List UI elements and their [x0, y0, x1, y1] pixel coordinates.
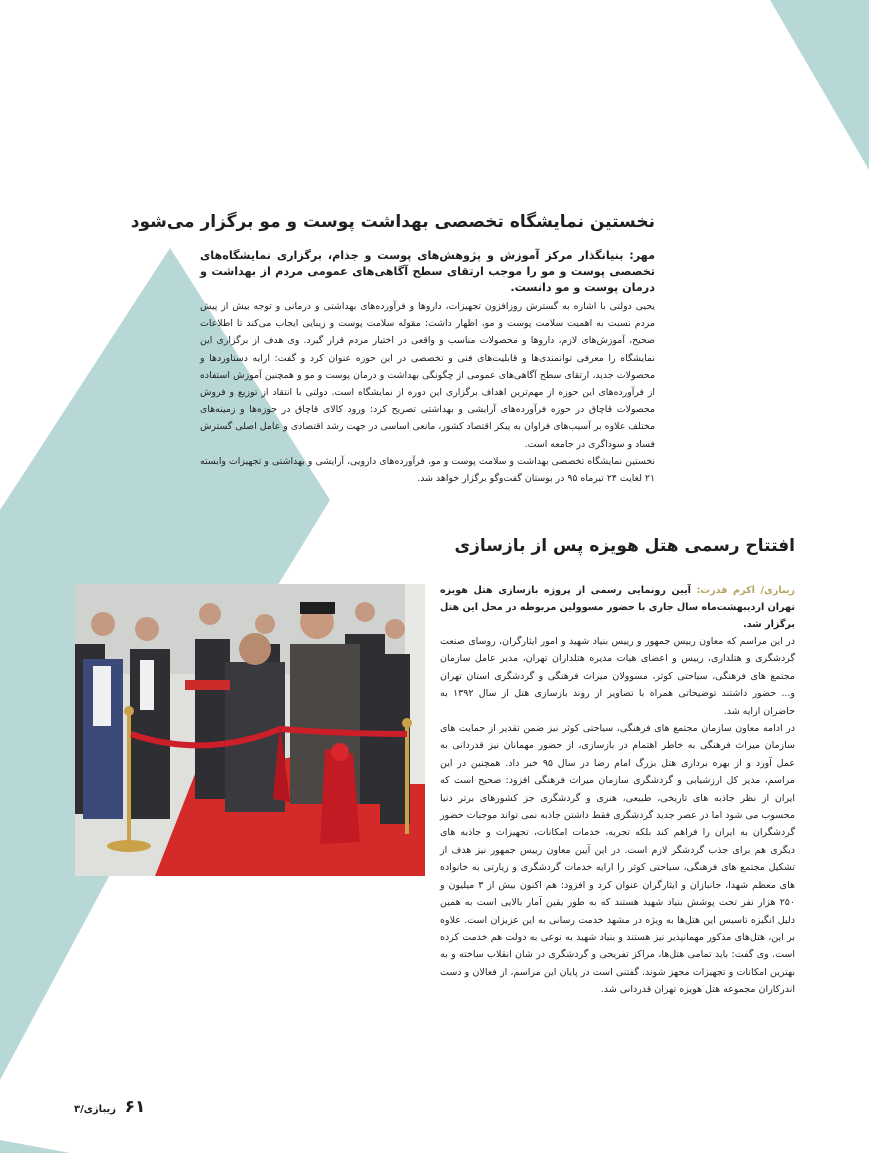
article1-paragraph: یحیی دولتی با اشاره به گسترش روزافزون تجهیزات، داروها و فرآورده‌های بهداشتی و درمانی و توجه بیش از پیش مردم نسبت به اهمیت سلامت پوست و مو، اظهار داشت: مقوله سلامت پوست و زیبایی ایجاب می‌کند تا اطلاعات صحیح، آموزش‌های لازم، داروها و محصولات مناسب و واقعی در اختیار مردم قرار گیرد. وی هدف از برگزاری این نمایشگاه را معرفی توانمندی‌ها و قابلیت‌های فنی و تخصصی در این حوزه عنوان کرد و گفت: ارایه دستاوردها و محصولات جدید، ارتقای سطح آگاهی‌های عمومی از چگونگی بهداشت و درمان پوست و مو و همچنین آموزش استفاده از فرآورده‌های این حوزه از مهم‌ترین اهداف برگزاری این دوره از نمایشگاه است. دولتی با انتقاد از توزیع و فروش محصولات قاچاق در حوزه فرآورده‌های آرایشی و بهداشتی تصریح کرد: ورود کالای قاچاق در حوزه‌ها و زمینه‌های مختلف علاوه بر آسیب‌های فراوان به پیکر اقتصاد کشور، مانعی اساسی در جهت رشد اقتصادی و عامل اصلی گسترش فساد و سوداگری در جامعه است.	[200, 301, 655, 450]
article2-paragraph: در ادامه معاون سازمان مجتمع های فرهنگی، سیاحتی کوثر نیز ضمن تقدیر از حمایت های سازمان میراث فرهنگی به خاطر اهتمام در بازسازی، از حضور مهمانان نیز قدردانی به عمل آورد و از بهره برداری هتل بزرگ امام رضا در سال ۹۵ خبر داد. همچنین در این مراسم، مدیر کل ارزشیابی و گردشگری سازمان میراث فرهنگی افزود: صحیح است که ایران از نظر جاذبه های تاریخی، طبیعی، هنری و گردشگری جز کشورهای برتر دنیا محسوب می شود اما در عصر جدید گردشگری فقط داشتن جاذبه نمی تواند موجبات حضور گردشگران به ایران را فراهم کند بلکه تجربه، خدمات امکانات، تجهیزات و جاذبه های دیگری هم برای جذب گردشگر لازم است. در این آیین معاون رییس جمهور نیز هدف از تشکیل مجتمع های فرهنگی، سیاحتی کوثر را ارایه خدمات گردشگری و زیارتی به خانواده های معظم شهدا، جانبازان و ایثارگران عنوان کرد و افزود: هم اکنون بیش از ۳ میلیون و ۲۵۰ هزار نفر تحت پوشش بنیاد شهید هستند که به طور یقین آمار بالایی است به همین دلیل انگیزه تاسیس این هتل‌ها به ویژه در مشهد خدمت رسانی به این عزیزان است. علاوه بر این، هتل‌های مذکور مهمانپذیر نیز هستند و بنیاد شهید به نوعی به دولت هم خدمت کرده است. وی گفت: باید تمامی هتل‌ها، مراکز تفریحی و گردشگری در شان انقلاب ساخته و به بهترین امکانات و تجهیزات مجهز شوند. گفتنی است در پایان این مراسم، از فعالان و دست اندرکاران مجموعه هتل هویزه تهران قدردانی شد.	[440, 723, 796, 996]
article1-body	[200, 298, 655, 487]
article1-paragraph: نخستین نمایشگاه تخصصی بهداشت و سلامت پوست و مو، فرآورده‌های دارویی، آرایشی و بهداشتی و تجهیزات وابسته ۲۱ لغایت ۲۴ تیرماه ۹۵ در بوستان گفت‌وگو برگزار خواهد شد.	[200, 455, 655, 485]
article-hoveyzeh-hotel	[440, 536, 795, 999]
page-number: ۶۱	[124, 1097, 146, 1117]
article1-lead: مهر: بنیانگذار مرکز آموزش و پژوهش‌های پوست و جذام، برگزاری نمایشگاه‌های تخصصی پوست و مو را موجب ارتقای سطح آگاهی‌های عمومی مردم از بهداشت و درمان پوست و مو دانست.	[200, 249, 655, 294]
ribbon-cutting-photo	[75, 584, 425, 876]
article2-lead-text: آیین رونمایی رسمی از پروژه بازسازی هتل هویزه تهران اردیبهشت‌ماه سال جاری با حضور مسوولین مربوطه در محل این هتل برگزار شد.	[440, 585, 795, 630]
teal-shape-bottom-left	[0, 1140, 70, 1153]
ribbon-cutting-illustration	[75, 584, 425, 876]
article2-title: افتتاح رسمی هتل هویزه پس از بازسازی	[454, 536, 795, 556]
page-footer	[74, 1097, 145, 1117]
article2-author: زیبازی/ اکرم قدرت:	[696, 585, 795, 596]
article2-paragraph: در این مراسم که معاون رییس جمهور و رییس بنیاد شهید و امور ایثارگران، روسای صنعت گردشگری و هتلداری، رییس و اعضای هیات مدیره هتلداران تهران، مدیر عامل سازمان مجتمع های فرهنگی، سیاحتی کوثر، مسوولان میراث فرهنگی و گردشگری استان تهران و... حضور داشتند توضیحاتی همراه با تصاویر از روند بازسازی هتل از سال ۱۳۹۲ به حاضران ارایه شد.	[440, 636, 795, 717]
article-skin-hair-exhibition	[130, 212, 655, 487]
article1-title: نخستین نمایشگاه تخصصی بهداشت پوست و مو برگزار می‌شود	[130, 212, 655, 232]
magazine-name: زیبازی/۳	[74, 1104, 117, 1115]
article2-lead	[440, 582, 795, 633]
teal-shape-top-right	[770, 0, 869, 170]
article2-body	[440, 633, 795, 999]
